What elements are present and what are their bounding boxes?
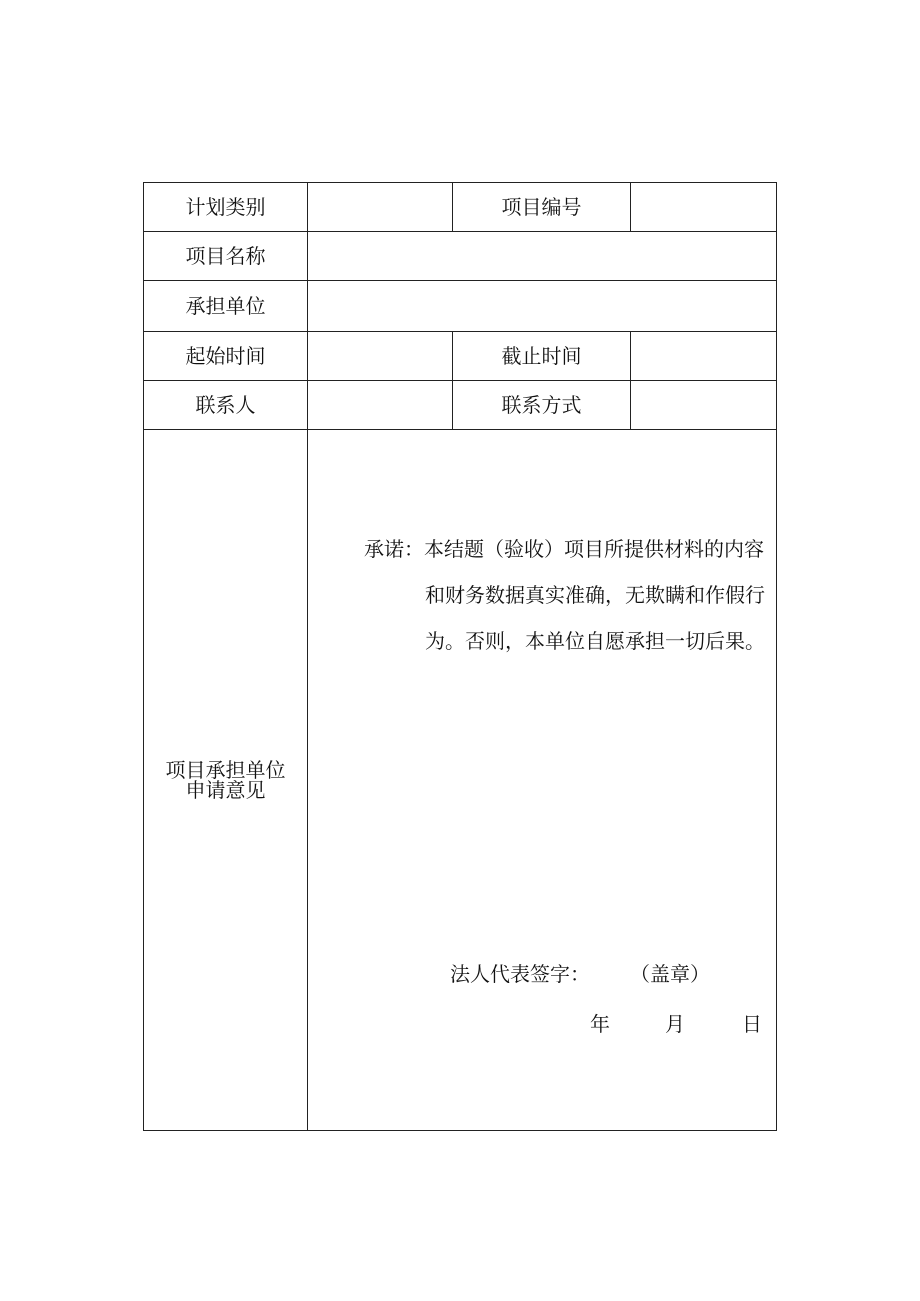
project-number-field[interactable] (631, 183, 777, 232)
end-time-label: 截止时间 (453, 332, 631, 381)
opinion-label-line1: 项目承担单位 (165, 758, 286, 782)
signature-row (310, 964, 730, 984)
year-label: 年 (590, 1012, 610, 1036)
project-name-field[interactable] (308, 232, 777, 281)
undertaking-unit-field[interactable] (308, 281, 777, 332)
start-time-field[interactable] (308, 332, 453, 381)
start-time-label: 起始时间 (144, 332, 308, 381)
seal-label: （盖章） (630, 962, 710, 986)
time-row (144, 332, 777, 381)
plan-type-field[interactable] (308, 183, 453, 232)
opinion-content-cell[interactable] (308, 430, 777, 1131)
plan-type-label: 计划类别 (144, 183, 308, 232)
undertaking-unit-label: 承担单位 (144, 281, 308, 332)
opinion-label-line2: 申请意见 (185, 778, 266, 802)
opinion-label (144, 430, 308, 1131)
month-label: 月 (665, 1012, 685, 1036)
opinion-row (144, 430, 777, 1131)
project-name-row (144, 232, 777, 281)
project-name-label: 项目名称 (144, 232, 308, 281)
contact-method-label: 联系方式 (453, 381, 631, 430)
promise-line-1: 承诺：本结题（验收）项目所提供材料的内容 (364, 537, 764, 561)
promise-statement (352, 526, 776, 664)
contact-person-label: 联系人 (144, 381, 308, 430)
day-label: 日 (742, 1012, 762, 1036)
legal-rep-signature-label: 法人代表签字： (450, 962, 590, 986)
contact-row (144, 381, 777, 430)
project-number-label: 项目编号 (453, 183, 631, 232)
contact-person-field[interactable] (308, 381, 453, 430)
plan-type-row (144, 183, 777, 232)
promise-line-3: 为。否则，本单位自愿承担一切后果。 (425, 629, 765, 653)
contact-method-field[interactable] (631, 381, 777, 430)
end-time-field[interactable] (631, 332, 777, 381)
undertaking-unit-row (144, 281, 777, 332)
project-form-table (143, 182, 777, 1131)
promise-line-2: 和财务数据真实准确，无欺瞒和作假行 (425, 583, 765, 607)
